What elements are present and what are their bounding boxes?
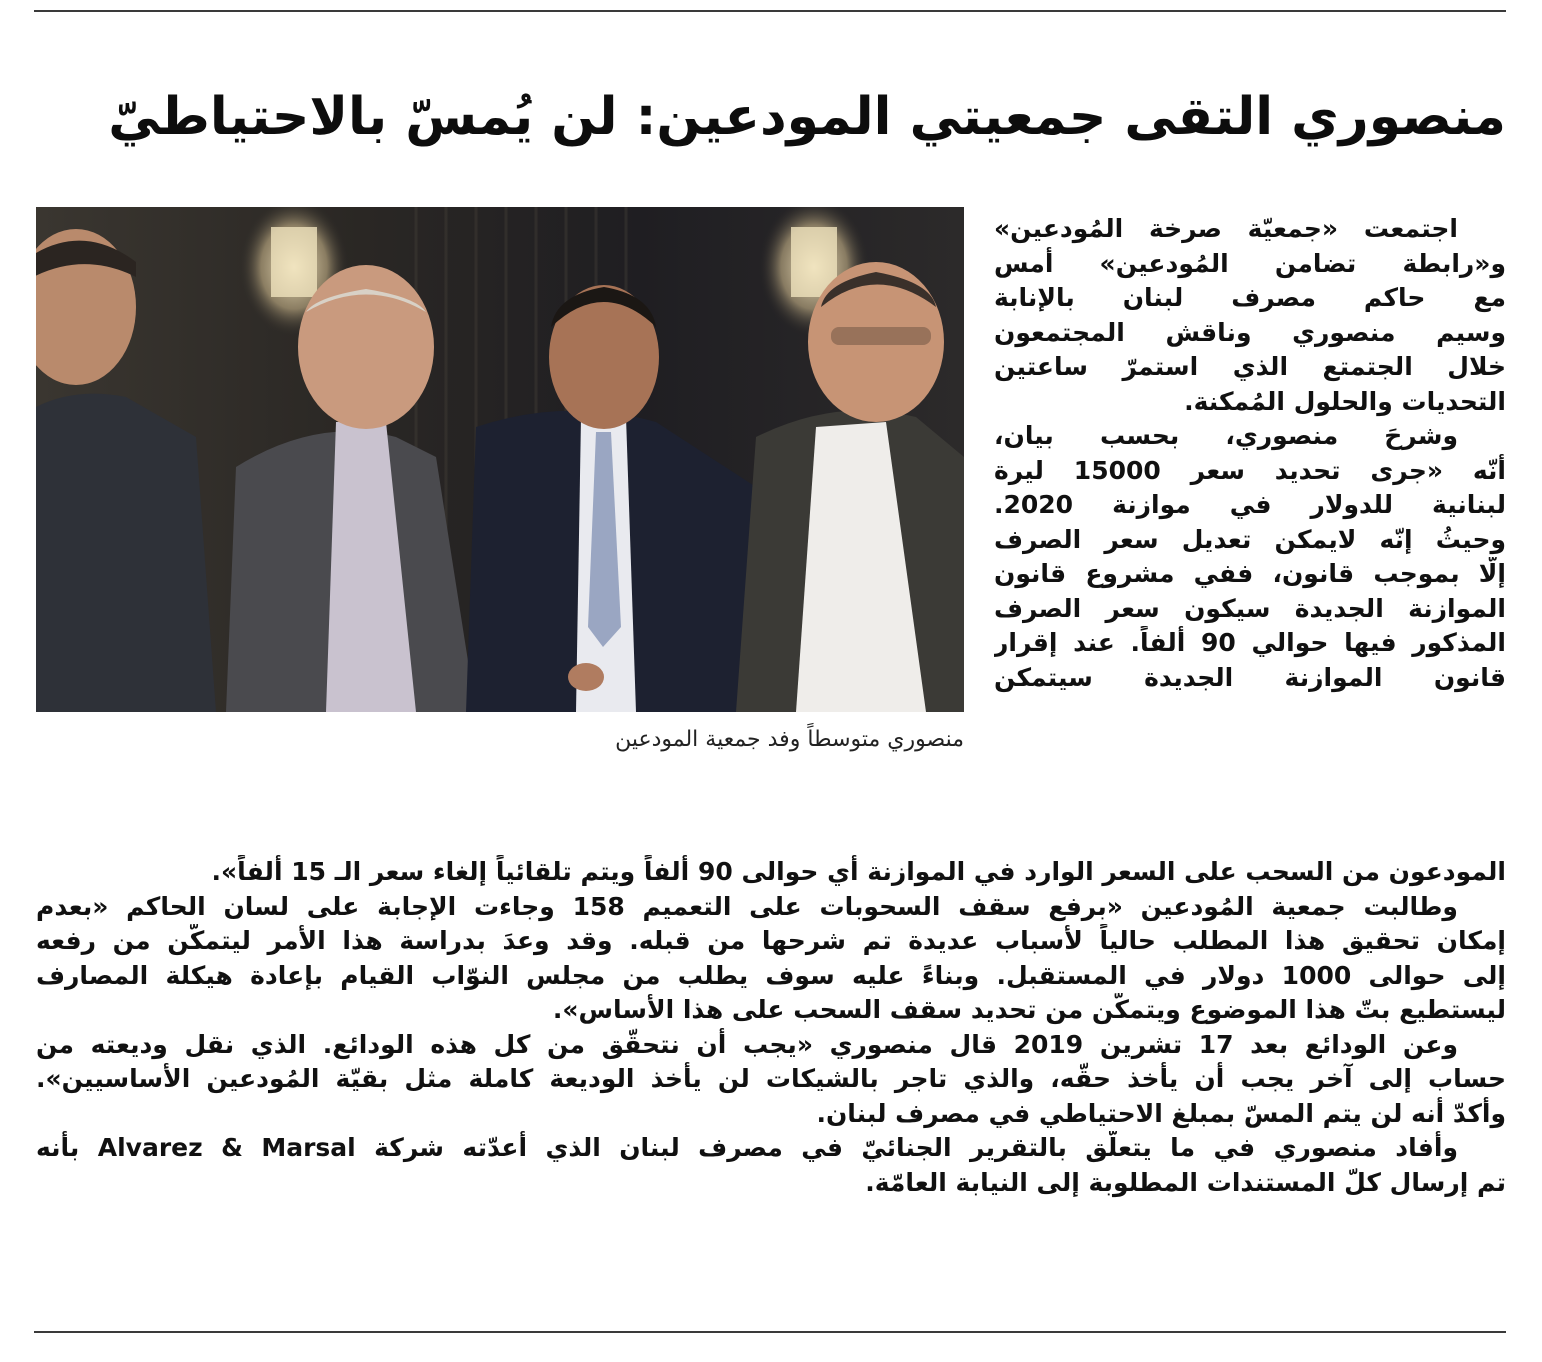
headline: منصوري التقى جمعيتي المودعين: لن يُمسّ بالاحتياطيّ bbox=[108, 87, 1506, 147]
group-photo-icon bbox=[36, 207, 964, 712]
column-line: لبنانية للدولار في موازنة 2020. bbox=[994, 490, 1506, 519]
article-photo bbox=[36, 207, 964, 712]
column-line: خلال الجتمتع الذي استمرّ ساعتين bbox=[994, 352, 1506, 381]
column-line: المذكور فيها حوالي 90 ألفاً. عند إقرار bbox=[994, 628, 1506, 657]
column-line: اجتمعت «جمعيّة صرخة المُودعين» bbox=[994, 214, 1458, 243]
column-line: أنّه «جرى تحديد سعر 15000 ليرة bbox=[994, 455, 1506, 485]
body-line: إمكان تحقيق هذا المطلب حالياً لأسباب عديدة تم شرحها من قبله. وقد وعدَ بدراسة هذا الأمر ليتمكّن من رفعه bbox=[36, 926, 1506, 955]
article-column bbox=[994, 212, 1506, 695]
column-line: قانون الموازنة الجديدة سيتمكن bbox=[994, 662, 1506, 692]
body-line: حساب إلى آخر يجب أن يأخذ حقّه، والذي تاجر بالشيكات لن يأخذ الوديعة كاملة مثل بقيّة المُودعين الأساسيين». bbox=[36, 1064, 1506, 1093]
column-line: وسيم منصوري وناقش المجتمعون bbox=[994, 317, 1506, 347]
body-line: ليستطيع بتّ هذا الموضوع ويتمكّن من تحديد سقف السحب على هذا الأساس». bbox=[552, 995, 1506, 1024]
column-line: وشرحَ منصوري، بحسب بيان، bbox=[994, 421, 1458, 450]
body-line: إلى حوالى 1000 دولار في المستقبل. وبناءً عليه سوف يطلب من مجلس النوّاب القيام بإعادة هيكلة المصارف bbox=[36, 960, 1506, 990]
column-line: الموازنة الجديدة سيكون سعر الصرف bbox=[994, 593, 1506, 623]
column-line: التحديات والحلول المُمكنة. bbox=[1184, 386, 1506, 416]
top-rule bbox=[34, 10, 1506, 12]
body-line: وطالبت جمعية المُودعين «برفع سقف السحوبات على التعميم 158 وجاءت الإجابة على لسان الحاكم «بعدم bbox=[36, 891, 1458, 921]
article-body-wide bbox=[36, 855, 1506, 1200]
bottom-rule bbox=[34, 1331, 1506, 1333]
column-line: مع حاكم مصرف لبنان بالإنابة bbox=[994, 283, 1506, 312]
body-line: المودعون من السحب على السعر الوارد في الموازنة أي حوالى 90 ألفاً ويتم تلقائياً إلغاء سعر الـ 15 ألفاً». bbox=[211, 857, 1506, 886]
column-line: و«رابطة تضامن المُودعين» أمس bbox=[994, 248, 1506, 278]
column-line: إلّا بموجب قانون، ففي مشروع قانون bbox=[994, 559, 1506, 588]
caption-line: منصوري متوسطاً وفد جمعية المودعين bbox=[615, 727, 964, 752]
body-line: وأكدّ أنه لن يتم المسّ بمبلغ الاحتياطي في مصرف لبنان. bbox=[816, 1098, 1506, 1128]
body-line: وأفاد منصوري في ما يتعلّق بالتقرير الجنائيّ في مصرف لبنان الذي أعدّته شركة Alvarez & Marsal بأنه bbox=[36, 1133, 1458, 1162]
body-line: تم إرسال كلّ المستندات المطلوبة إلى النيابة العامّة. bbox=[865, 1167, 1506, 1197]
body-line: وعن الودائع بعد 17 تشرين 2019 قال منصوري «يجب أن نتحقّق من كل هذه الودائع. الذي نقل وديعته من bbox=[36, 1029, 1458, 1059]
column-line: وحيثُ إنّه لايمكن تعديل سعر الصرف bbox=[994, 524, 1506, 554]
photo-caption bbox=[36, 724, 964, 756]
